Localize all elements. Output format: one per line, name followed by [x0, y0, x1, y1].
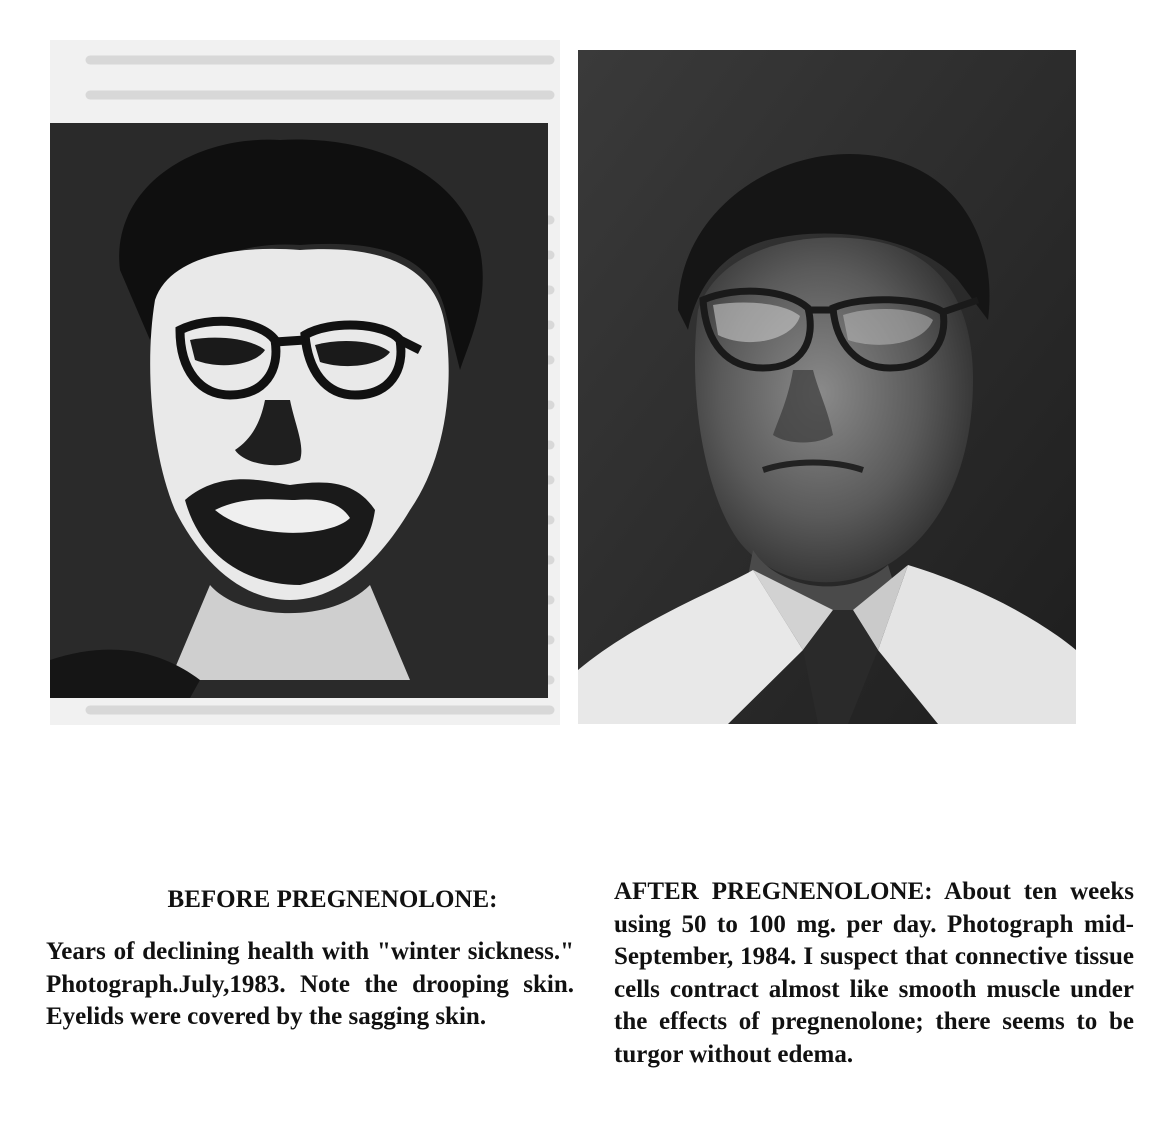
after-caption-text: About ten weeks using 50 to 100 mg. per day. Photograph mid-September, 1984. I suspect that connective tissue cells contract almost like smooth muscle under the effects of pregnenolone; there seems to be turgor without edema.: [614, 878, 1134, 1068]
after-caption: [614, 876, 1134, 1071]
before-caption-text: Years of declining health with "winter sickness." Photograph.July,1983. Note the drooping skin. Eyelids were covered by the sagging skin.: [46, 938, 574, 1030]
before-photo: [50, 40, 560, 725]
before-portrait-image: [50, 40, 560, 725]
after-heading: AFTER PREGNENOLONE:: [614, 878, 933, 905]
after-portrait-image: [578, 50, 1076, 724]
after-photo: [578, 50, 1076, 724]
before-heading: BEFORE PREGNENOLONE:: [167, 886, 498, 913]
